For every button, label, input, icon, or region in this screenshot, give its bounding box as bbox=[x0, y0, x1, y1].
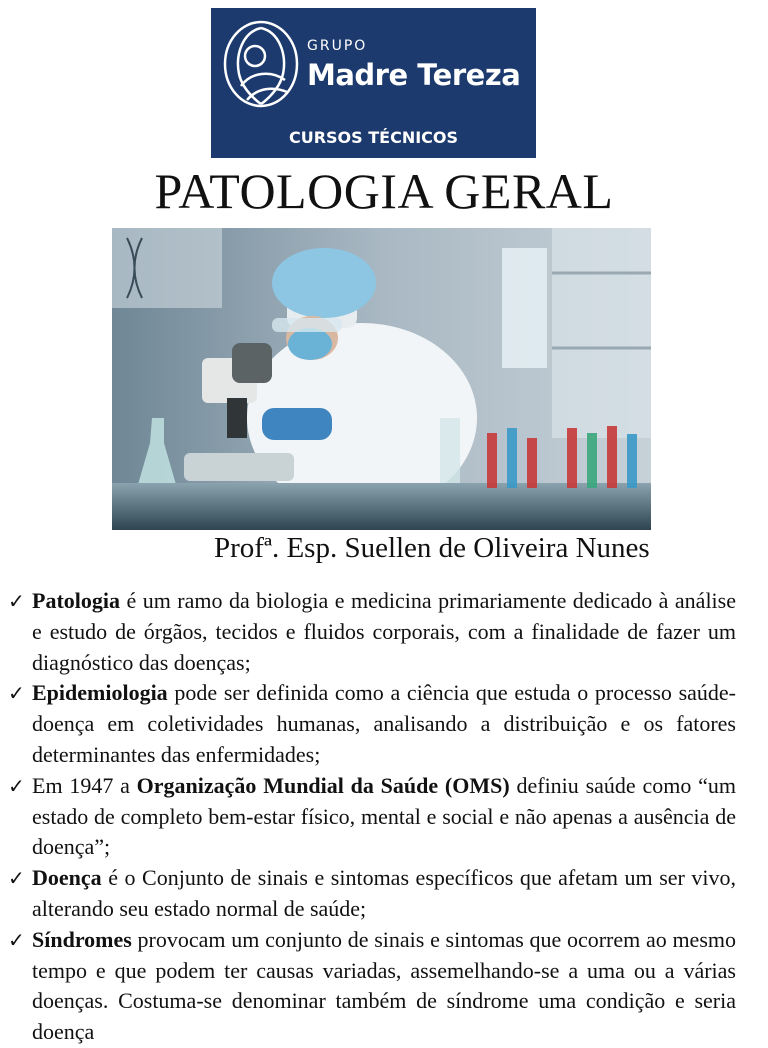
page-title: PATOLOGIA GERAL bbox=[154, 163, 614, 219]
definition-text: pode ser definida como a ciência que estuda o processo saúde- doença em coletividades humanas, analisando a distribuição e os fatores determinantes das enfermidades; bbox=[32, 680, 736, 767]
checkmark-icon: ✓ bbox=[8, 866, 25, 891]
list-item bbox=[8, 863, 736, 925]
logo-group-label: GRUPO bbox=[307, 38, 368, 54]
definition-text: provocam um conjunto de sinais e sintomas que ocorrem ao mesmo tempo e que podem ter causas variadas, assemelhando-se a uma ou a várias doenças. Costuma-se denominar também de síndrome uma condição e seria doença bbox=[32, 926, 736, 1045]
bullet-list bbox=[8, 586, 736, 1048]
madre-tereza-emblem-icon bbox=[221, 14, 301, 126]
term-bold: Patologia bbox=[32, 588, 120, 613]
list-item bbox=[8, 925, 736, 1048]
list-item bbox=[8, 771, 736, 863]
definition-text: definiu saúde como “um estado de completo bem-estar físico, mental e social e não apenas a ausência de doença”; bbox=[32, 772, 736, 860]
term-bold: Organização Mundial da Saúde (OMS) bbox=[136, 772, 510, 798]
author-name: Profª. Esp. Suellen de Oliveira Nunes bbox=[214, 532, 650, 564]
list-item bbox=[8, 678, 736, 770]
lab-scientist-microscope-image bbox=[112, 228, 651, 530]
definition-prefix: Em 1947 a bbox=[32, 772, 137, 798]
list-item bbox=[8, 586, 736, 678]
logo-subtitle: CURSOS TÉCNICOS bbox=[288, 128, 459, 147]
term-bold: Doença bbox=[32, 865, 102, 891]
checkmark-icon: ✓ bbox=[8, 589, 25, 613]
definition-text: é um ramo da biologia e medicina primariamente dedicado à análise e estudo de órgãos, tecidos e fluidos corporais, com a finalidade de fazer um diagnóstico das doenças; bbox=[32, 588, 736, 675]
logo-grupo-madre-tereza bbox=[211, 8, 536, 158]
checkmark-icon: ✓ bbox=[8, 773, 25, 798]
definition-text: é o Conjunto de sinais e sintomas específicos que afetam um ser vivo, alterando seu estado normal de saúde; bbox=[32, 865, 736, 921]
checkmark-icon: ✓ bbox=[8, 927, 25, 952]
logo-brand-name: Madre Tereza bbox=[307, 58, 521, 92]
term-bold: Epidemiologia bbox=[32, 680, 168, 706]
term-bold: Síndromes bbox=[32, 926, 132, 952]
checkmark-icon: ✓ bbox=[8, 681, 25, 706]
